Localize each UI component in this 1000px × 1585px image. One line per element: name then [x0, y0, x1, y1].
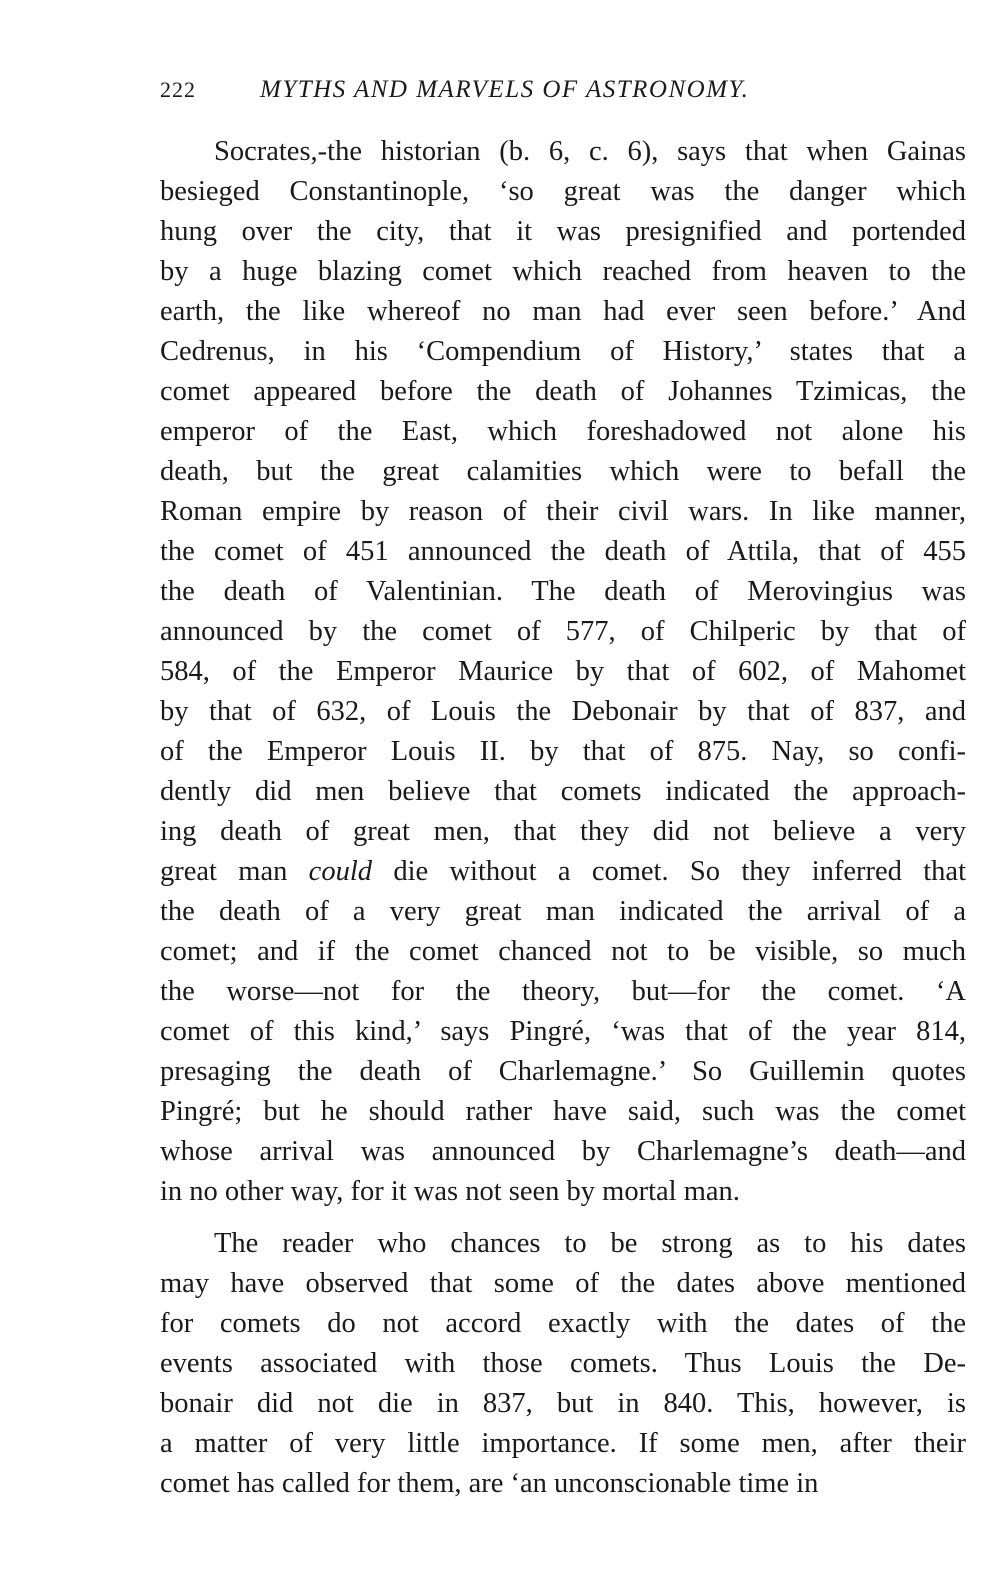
text-line — [160, 852, 966, 892]
paragraph-1 — [160, 132, 966, 1212]
text-line: 584, of the Emperor Maurice by that of 602, of Mahomet — [160, 656, 966, 687]
text-line: Roman empire by reason of their civil wars. In like manner, — [160, 496, 966, 527]
text-run: great man — [160, 856, 309, 887]
text-line: of the Emperor Louis II. by that of 875. Nay, so confi- — [160, 736, 966, 767]
text-line: ing death of great men, that they did not believe a very — [160, 816, 966, 847]
text-line: by that of 632, of Louis the Debonair by that of 837, and — [160, 696, 966, 727]
text-line: the worse—not for the theory, but—for the comet. ‘A — [160, 976, 966, 1007]
page-number: 222 — [160, 77, 196, 102]
text-line: a matter of very little importance. If some men, after their — [160, 1428, 966, 1459]
text-line: in no other way, for it was not seen by mortal man. — [160, 1176, 740, 1207]
text-line: the death of a very great man indicated the arrival of a — [160, 896, 966, 927]
text-line: comet appeared before the death of Johannes Tzimicas, the — [160, 376, 966, 407]
text-line: Pingré; but he should rather have said, such was the comet — [160, 1096, 966, 1127]
text-line: bonair did not die in 837, but in 840. This, however, is — [160, 1388, 966, 1419]
text-line: earth, the like whereof no man had ever seen before.’ And — [160, 296, 966, 327]
text-line: hung over the city, that it was presignified and portended — [160, 216, 966, 247]
text-line: the comet of 451 announced the death of Attila, that of 455 — [160, 536, 966, 567]
text-line: dently did men believe that comets indicated the approach- — [160, 776, 966, 807]
text-line: The reader who chances to be strong as to his dates — [214, 1228, 966, 1259]
body-text — [160, 132, 966, 1504]
text-line: by a huge blazing comet which reached from heaven to the — [160, 256, 966, 287]
text-line: may have observed that some of the dates above mentioned — [160, 1268, 966, 1299]
paragraph-2 — [160, 1224, 966, 1504]
text-line: comet; and if the comet chanced not to be visible, so much — [160, 936, 966, 967]
paragraph-gap — [160, 1212, 966, 1224]
text-line: Socrates,-the historian (b. 6, c. 6), says that when Gainas — [214, 136, 966, 167]
italic-word: could — [308, 856, 372, 887]
running-title: MYTHS AND MARVELS OF ASTRONOMY. — [260, 76, 750, 103]
text-line: comet has called for them, are ‘an unconscionable time in — [160, 1468, 819, 1499]
text-line: emperor of the East, which foreshadowed not alone his — [160, 416, 966, 447]
text-line: comet of this kind,’ says Pingré, ‘was that of the year 814, — [160, 1016, 966, 1047]
text-line: besieged Constantinople, ‘so great was the danger which — [160, 176, 966, 207]
text-run: die without a comet. So they inferred that — [372, 856, 966, 887]
text-line: for comets do not accord exactly with the dates of the — [160, 1308, 966, 1339]
text-line: whose arrival was announced by Charlemagne’s death—and — [160, 1136, 966, 1167]
text-line: Cedrenus, in his ‘Compendium of History,’ states that a — [160, 336, 966, 367]
text-line: events associated with those comets. Thus Louis the De- — [160, 1348, 966, 1379]
text-line: death, but the great calamities which were to befall the — [160, 456, 966, 487]
running-head — [160, 72, 966, 108]
text-line: the death of Valentinian. The death of Merovingius was — [160, 576, 966, 607]
text-line: presaging the death of Charlemagne.’ So Guillemin quotes — [160, 1056, 966, 1087]
text-line: announced by the comet of 577, of Chilperic by that of — [160, 616, 966, 647]
